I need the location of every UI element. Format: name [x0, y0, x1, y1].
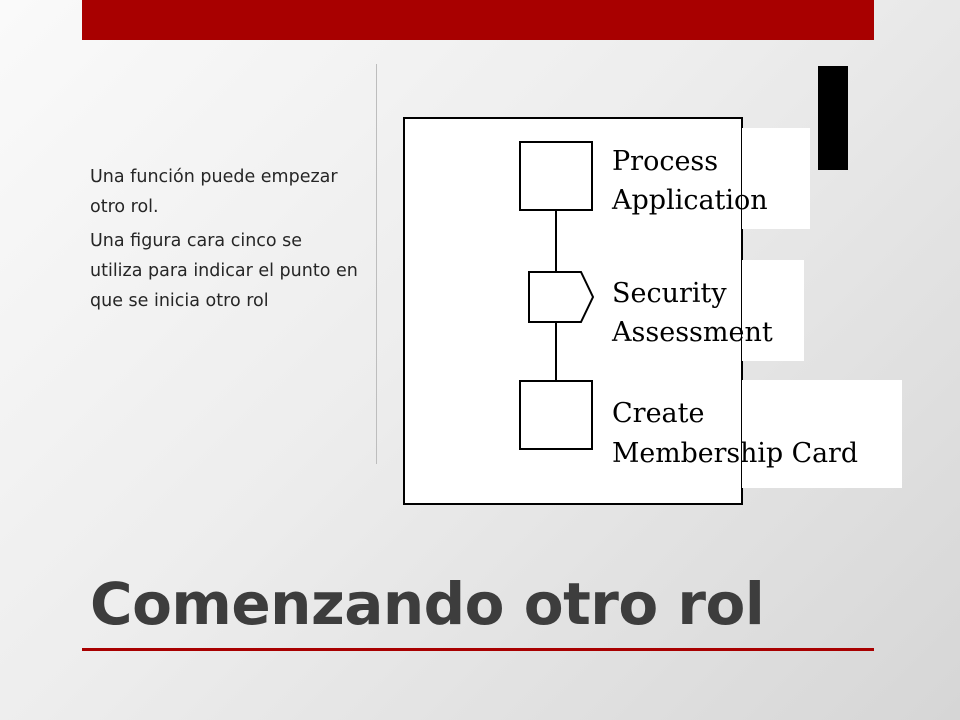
node-2-label-line-1: Security	[612, 278, 727, 309]
label-background-3	[742, 380, 902, 488]
node-1-label-line-1: Process	[612, 146, 719, 177]
black-block	[818, 66, 848, 170]
node-3-label-line-2: Membership Card	[612, 438, 858, 469]
activity-node-process-application	[520, 142, 592, 210]
activity-node-create-membership-card	[520, 381, 592, 449]
node-2-label-line-2: Assessment	[612, 317, 773, 348]
body-paragraph-2: Una figura cara cinco se utiliza para indicar el punto en que se inicia otro rol	[90, 231, 358, 311]
body-paragraph-1: Una función puede empezar otro rol.	[90, 167, 338, 217]
title-underline	[82, 648, 874, 651]
node-1-label-line-2: Application	[612, 185, 768, 216]
slide-title: Comenzando otro rol	[90, 570, 765, 638]
node-3-label-line-1: Create	[612, 398, 705, 429]
pentagon-node-security-assessment	[529, 272, 593, 322]
